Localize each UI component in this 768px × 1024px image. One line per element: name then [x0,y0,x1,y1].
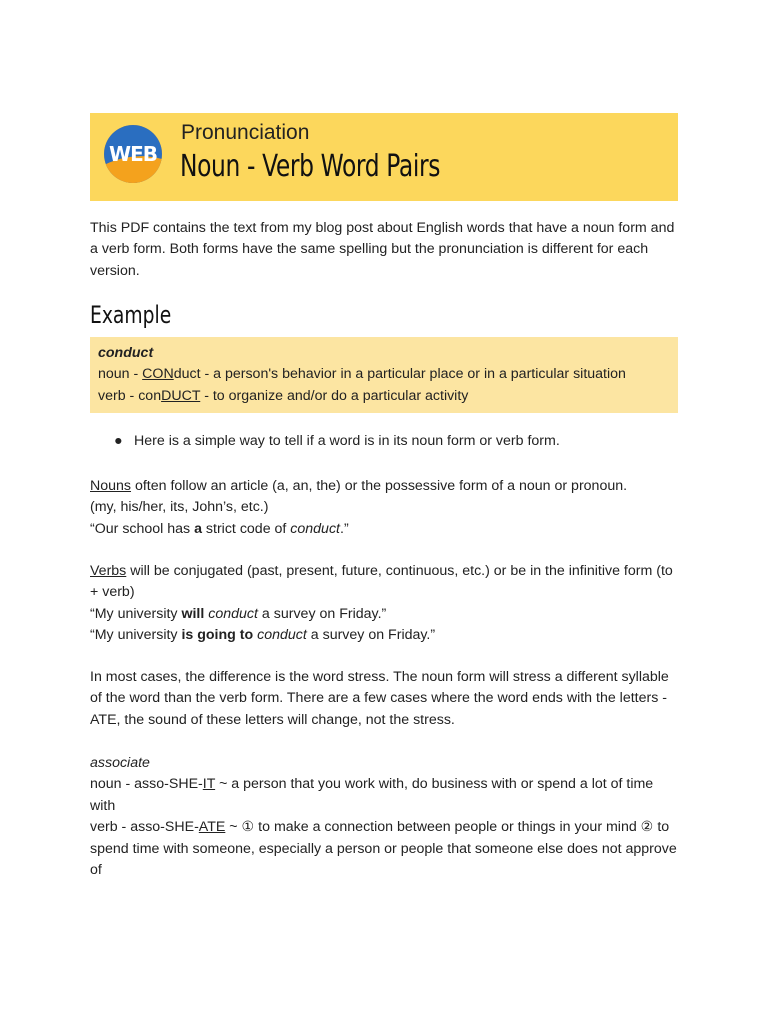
web-logo [104,125,162,183]
example-word: conduct [98,345,154,361]
verbs-label: Verbs [90,563,127,579]
page-title: Noun - Verb Word Pairs [180,149,441,184]
page-kicker: Pronunciation [181,121,310,144]
verbs-paragraph: Verbs will be conjugated (past, present, future, continuous, etc.) or be in the infinitive form (to + verb) “My university will conduct a survey on Friday.” “My university is going to conduct a survey on Friday.” [90,561,680,647]
title-banner [90,113,678,201]
associate-word: associate [90,755,150,771]
bullet-text: Here is a simple way to tell if a word is in its noun form or verb form. [134,433,560,449]
verbs-example-1: “My university will conduct a survey on Friday.” [90,605,387,622]
nouns-example: “Our school has a strict code of conduct.” [90,520,349,537]
logo-text: WEB [109,142,157,166]
stress-paragraph: In most cases, the difference is the word stress. The noun form will stress a different syllable of the word than the verb form. There are a few cases where the word ends with the letters -ATE, the sound of these letters will change, not the stress. [90,669,669,728]
nouns-label: Nouns [90,478,132,494]
associate-noun-line: noun - asso-SHE-IT ~ a person that you work with, do business with or spend a lot of time with [90,776,654,814]
example-noun-line: noun - CONduct - a person's behavior in a particular place or in a particular situation [98,366,626,383]
stressed-syllable: CON [142,366,174,383]
associate-paragraph [90,753,680,881]
stressed-syllable: IT [202,776,216,793]
intro-paragraph: This PDF contains the text from my blog post about English words that have a noun form and a verb form. Both forms have the same spelling but the pronunciation is different for each version. [90,220,675,279]
section-heading-example: Example [90,301,172,329]
bullet-icon: ● [114,433,123,449]
stressed-syllable: DUCT [161,387,201,404]
nouns-paragraph: Nouns often follow an article (a, an, the) or the possessive form of a noun or pronoun. (my, his/her, its, John’s, etc.) “Our school has a strict code of conduct.” [90,476,680,540]
example-box [90,337,678,413]
associate-verb-line: verb - asso-SHE-ATE ~ ① to make a connection between people or things in your mind ② to spend time with someone, especially a person or people that someone else does not approve of [90,819,677,879]
verbs-example-2: “My university is going to conduct a survey on Friday.” [90,627,436,644]
example-verb-line: verb - conDUCT - to organize and/or do a particular activity [98,387,469,404]
stressed-syllable: ATE [198,819,226,836]
